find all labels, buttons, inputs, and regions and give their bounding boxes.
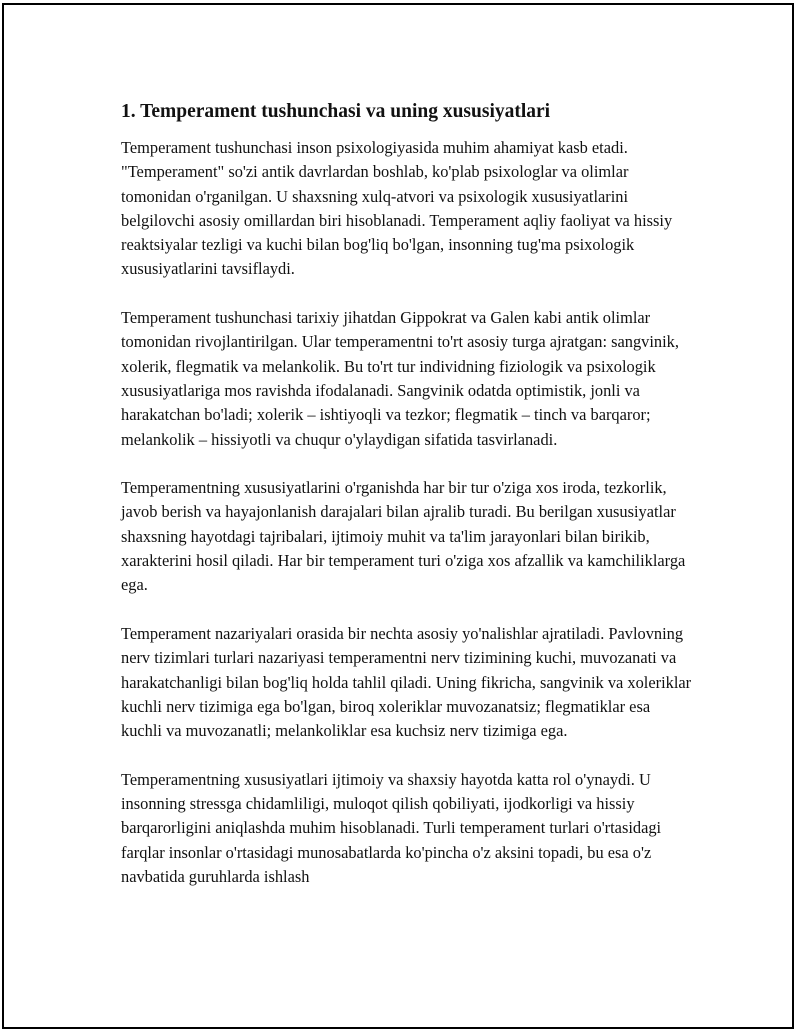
paragraph: Temperament nazariyalari orasida bir nechta asosiy yo'nalishlar ajratiladi. Pavlovning nerv tizimlari turlari nazariyasi temperamentni nerv tizimining kuchi, muvozanati va harakatchanligi bilan bog'liq holda tahlil qiladi. Uning fikricha, sangvinik va xoleriklar kuchli nerv tizimiga ega bo'lgan, biroq xoleriklar muvozanatsiz; flegmatiklar esa kuchli va muvozanatli; melankoliklar esa kuchsiz nerv tizimiga ega. <box>121 623 692 741</box>
paragraph: Temperamentning xususiyatlari ijtimoiy va shaxsiy hayotda katta rol o'ynaydi. U insonning stressga chidamliligi, muloqot qilish qobiliyati, ijodkorligi va hissiy barqarorligini aniqlashda muhim hisoblanadi. Turli temperament turlari o'rtasidagi farqlar insonlar o'rtasidagi munosabatlarda ko'pincha o'z aksini topadi, bu esa o'z navbatida guruhlarda ishlash <box>121 769 662 886</box>
paragraph: Temperament tushunchasi inson psixologiyasida muhim ahamiyat kasb etadi. "Temperament" so'zi antik davrlardan boshlab, ko'plab psixologlar va olimlar tomonidan o'rganilgan. U shaxsning xulq-atvori va psixologik xususiyatlarini belgilovchi asosiy omillardan biri hisoblanadi. Temperament aqliy faoliyat va hissiy reaktsiyalar tezligi va kuchi bilan bog'liq bo'lgan, insonning tug'ma psixologik xususiyatlarini tavsiflaydi. <box>121 138 673 279</box>
page-frame <box>2 3 794 1029</box>
paragraph: Temperamentning xususiyatlarini o'rganishda har bir tur o'ziga xos iroda, tezkorlik, javob berish va hayajonlanish darajalari bilan ajralib turadi. Bu berilgan xususiyatlar shaxsning hayotdagi tajribalari, ijtimoiy muhit va ta'lim jarayonlari bilan birikib, xarakterini hosil qiladi. Har bir temperament turi o'ziga xos afzallik va kamchiliklarga ega. <box>121 478 686 595</box>
page-title: 1. Temperament tushunchasi va uning xususiyatlari <box>121 101 551 122</box>
document-body <box>121 100 693 914</box>
paragraph: Temperament tushunchasi tarixiy jihatdan Gippokrat va Galen kabi antik olimlar tomonidan rivojlantirilgan. Ular temperamentni to'rt asosiy turga ajratgan: sangvinik, xolerik, flegmatik va melankolik. Bu to'rt tur individning fiziologik va psixologik xususiyatlariga mos ravishda ifodalanadi. Sangvinik odatda optimistik, jonli va harakatchan bo'ladi; xolerik – ishtiyoqli va tezkor; flegmatik – tinch va barqaror; melankolik – hissiyotli va chuqur o'ylaydigan sifatida tasvirlanadi. <box>121 308 679 449</box>
